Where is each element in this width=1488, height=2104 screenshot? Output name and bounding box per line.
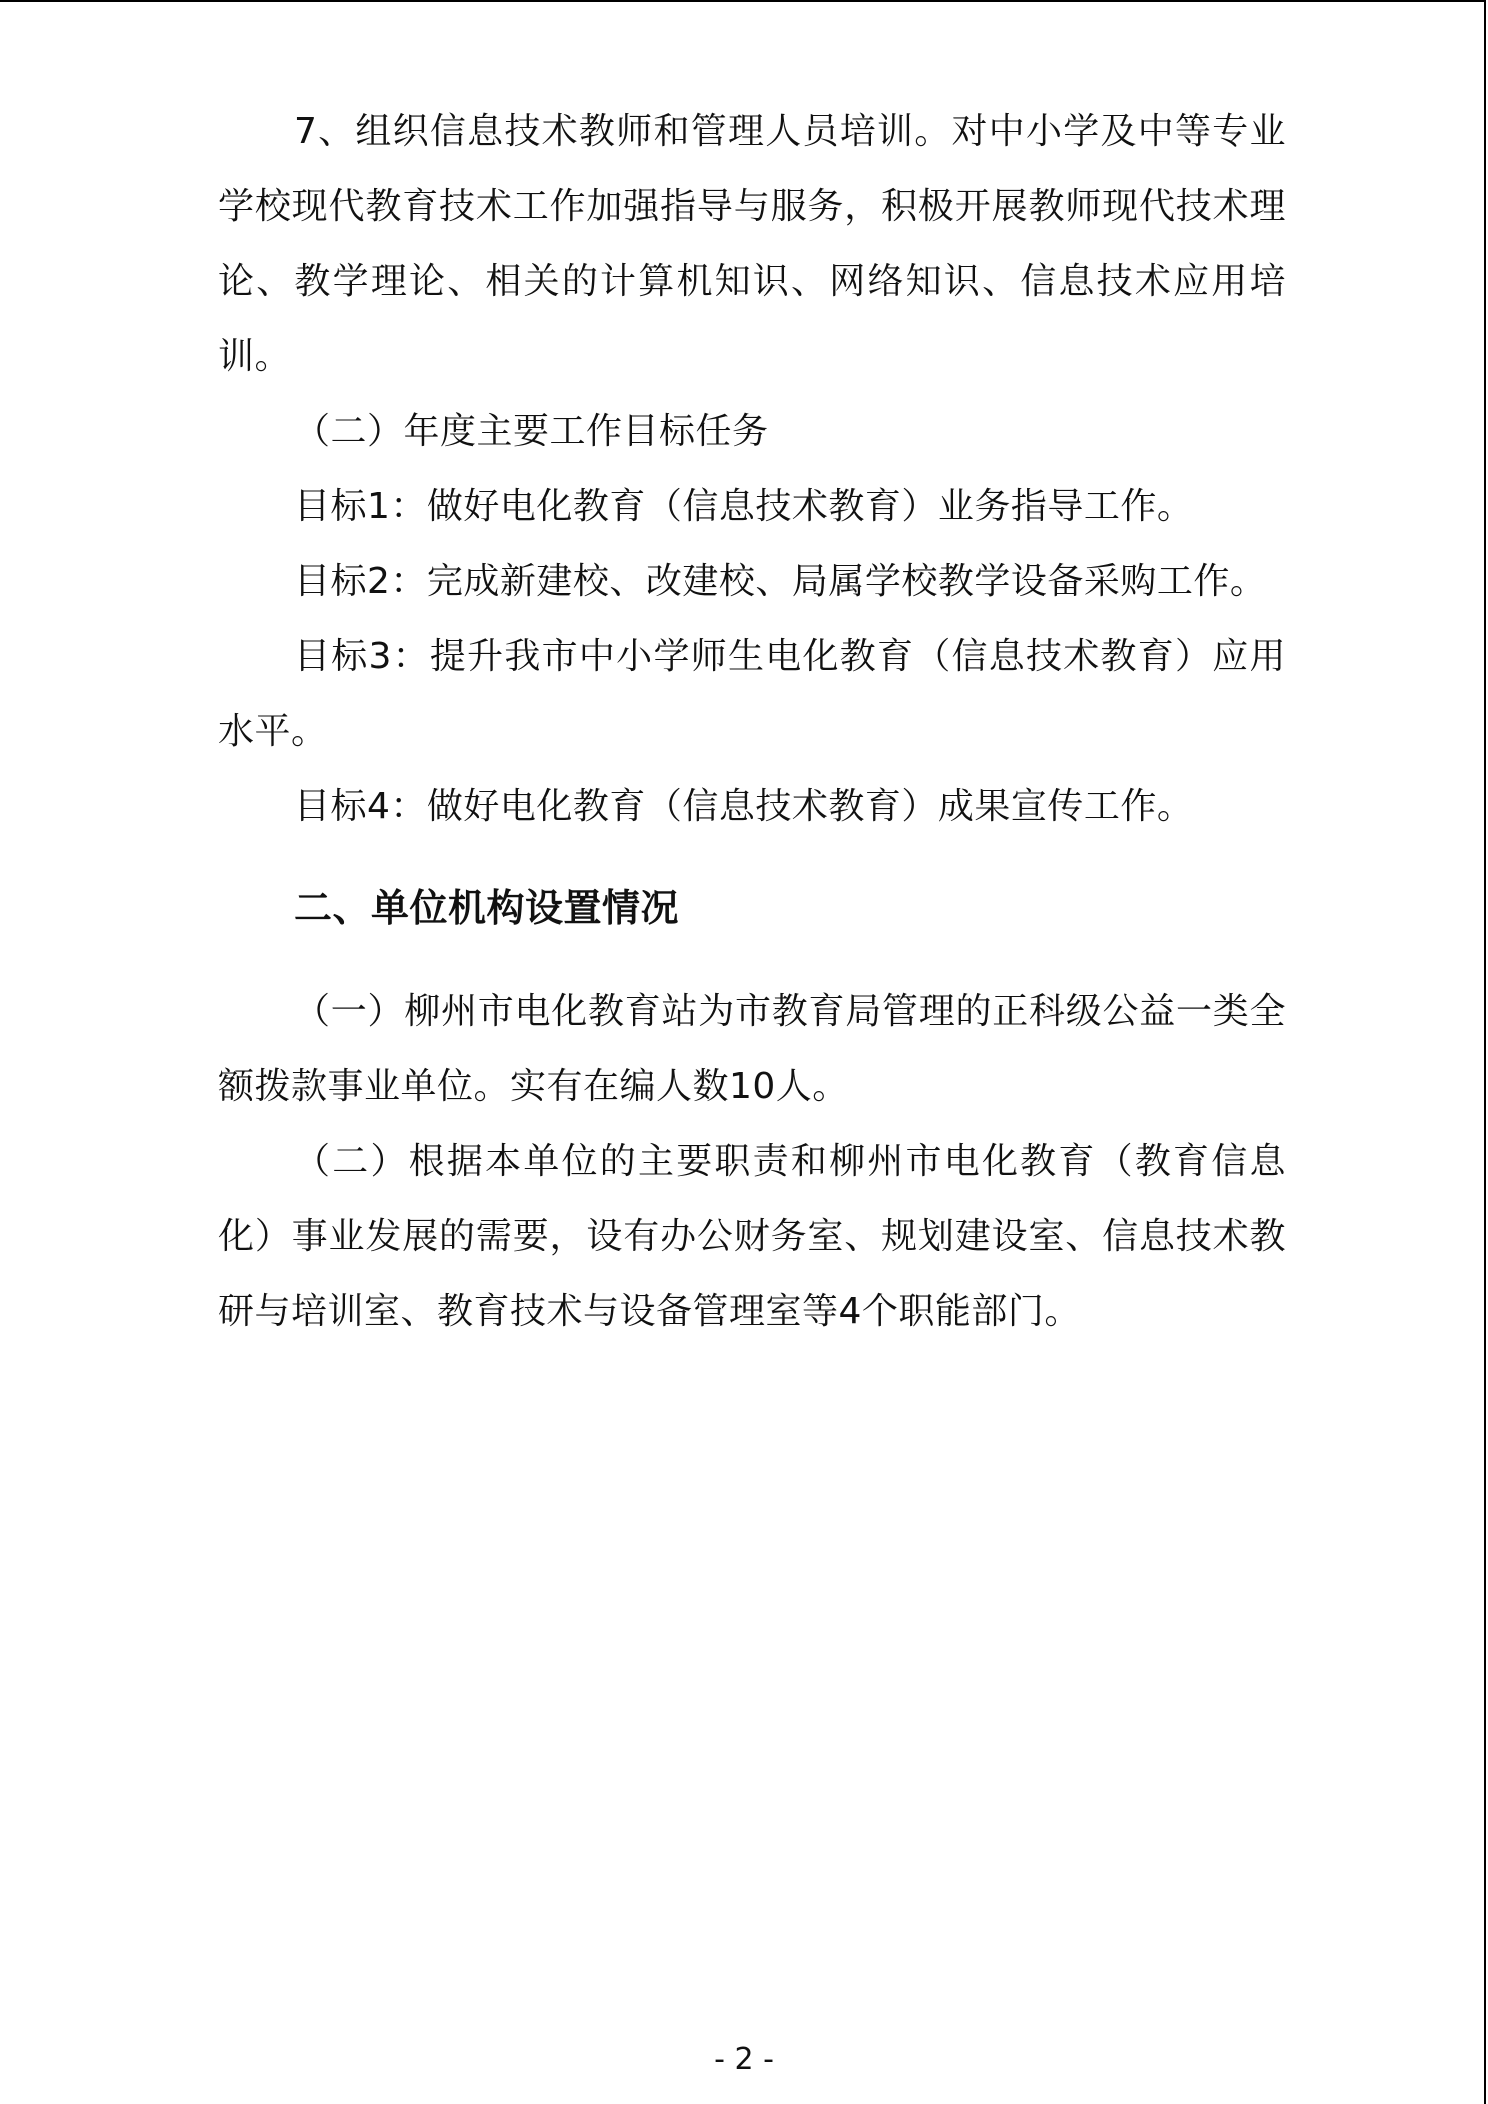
paragraph-goal-2: 目标2：完成新建校、改建校、局属学校教学设备采购工作。 <box>294 561 1267 602</box>
paragraph-departments: （二）根据本单位的主要职责和柳州市电化教育（教育信息化）事业发展的需要，设有办公财务室、规划建设室、信息技术教研与培训室、教育技术与设备管理室等4个职能部门。 <box>218 1141 1286 1332</box>
section-heading: 二、单位机构设置情况 <box>294 886 680 930</box>
paragraph-goal-4: 目标4：做好电化教育（信息技术教育）成果宣传工作。 <box>294 786 1194 827</box>
paragraph-org-type: （一）柳州市电化教育站为市教育局管理的正科级公益一类全额拨款事业单位。实有在编人数10人。 <box>218 991 1286 1107</box>
paragraph-training: 7、组织信息技术教师和管理人员培训。对中小学及中等专业学校现代教育技术工作加强指导与服务，积极开展教师现代技术理论、教学理论、相关的计算机知识、网络知识、信息技术应用培训。 <box>218 111 1286 377</box>
paragraph-goal-3: 目标3：提升我市中小学师生电化教育（信息技术教育）应用水平。 <box>218 636 1286 752</box>
paragraph-annual-goals-heading: （二）年度主要工作目标任务 <box>294 411 769 452</box>
paragraph-goal-1: 目标1：做好电化教育（信息技术教育）业务指导工作。 <box>294 486 1194 527</box>
document-body <box>218 94 1286 1349</box>
page-number: - 2 - <box>714 2042 774 2077</box>
